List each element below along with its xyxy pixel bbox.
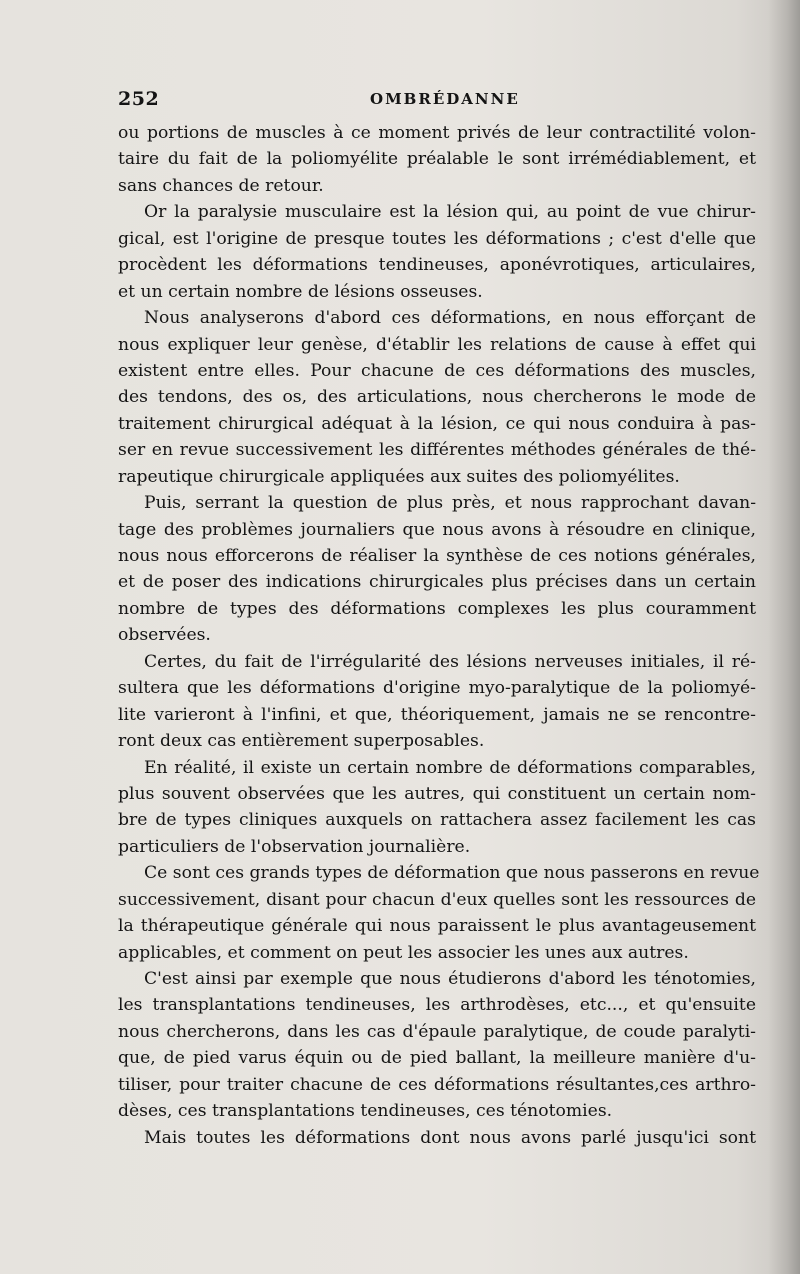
text-line: En réalité, il existe un certain nombre de déformations comparables, [144,757,756,778]
body-text [118,120,760,1151]
text-line: et de poser des indications chirurgicales plus précises dans un certain [118,572,756,593]
page-binding-shadow [768,0,800,1274]
text-line: que, de pied varus équin ou de pied ballant, la meilleure manière d'u- [118,1048,756,1069]
text-line: gical, est l'origine de presque toutes les déformations ; c'est d'elle que [118,228,756,249]
text-line: rapeutique chirurgicale appliquées aux suites des poliomyélites. [118,466,680,487]
text-line: Nous analyserons d'abord ces déformations, en nous efforçant de [144,308,756,329]
text-line: nous expliquer leur genèse, d'établir les relations de cause à effet qui [118,334,756,355]
text-line: les transplantations tendineuses, les arthrodèses, etc..., et qu'ensuite [118,995,756,1016]
text-line: existent entre elles. Pour chacune de ces déformations des muscles, [118,360,756,381]
text-line: procèdent les déformations tendineuses, aponévrotiques, articulaires, [118,255,756,276]
text-line: applicables, et comment on peut les associer les unes aux autres. [118,942,689,963]
text-line: sultera que les déformations d'origine myo-paralytique de la poliomyé- [118,678,756,699]
text-line: tiliser, pour traiter chacune de ces déformations résultantes,ces arthro- [118,1074,756,1095]
text-line: nous nous efforcerons de réaliser la synthèse de ces notions générales, [118,546,756,566]
running-head: OMBRÉDANNE [370,90,520,108]
text-line: la thérapeutique générale qui nous paraissent le plus avantageusement [118,916,756,937]
text-line: plus souvent observées que les autres, qui constituent un certain nom- [118,783,756,804]
text-line: Puis, serrant la question de plus près, et nous rapprochant davan- [144,493,756,514]
text-line: des tendons, des os, des articulations, nous chercherons le mode de [118,387,756,408]
page-number: 252 [118,88,160,110]
text-line: Ce sont ces grands types de déformation que nous passerons en revue [144,863,760,884]
text-line: nous chercherons, dans les cas d'épaule paralytique, de coude paralyti- [118,1021,756,1042]
text-line: et un certain nombre de lésions osseuses. [118,281,483,302]
text-line: dèses, ces transplantations tendineuses, ces ténotomies. [118,1101,613,1122]
text-line: traitement chirurgical adéquat à la lésion, ce qui nous conduira à pas- [118,413,756,434]
text-line: tage des problèmes journaliers que nous avons à résoudre en clinique, [118,519,756,540]
text-line: ront deux cas entièrement superposables. [118,731,485,752]
text-line: Mais toutes les déformations dont nous avons parlé jusqu'ici sont [144,1127,756,1148]
text-line: C'est ainsi par exemple que nous étudierons d'abord les ténotomies, [144,969,756,989]
text-line: lite varieront à l'infini, et que, théoriquement, jamais ne se rencontre- [118,704,756,725]
page-header [118,88,758,114]
text-line: taire du fait de la poliomyélite préalable le sont irrémédiablement, et [118,149,756,170]
text-line: successivement, disant pour chacun d'eux quelles sont les ressources de [118,889,756,910]
text-line: nombre de types des déformations complexes les plus couramment [118,598,756,619]
text-line: sans chances de retour. [118,175,324,196]
text-line: bre de types cliniques auxquels on rattachera assez facilement les cas [118,810,756,831]
text-line: ser en revue successivement les différentes méthodes générales de thé- [118,440,756,461]
text-line: Or la paralysie musculaire est la lésion qui, au point de vue chirur- [144,202,756,223]
text-line: Certes, du fait de l'irrégularité des lésions nerveuses initiales, il ré- [144,651,756,672]
text-line: observées. [118,625,211,646]
text-line: particuliers de l'observation journalière. [118,836,471,857]
text-line: ou portions de muscles à ce moment privés de leur contractilité volon- [118,123,756,143]
